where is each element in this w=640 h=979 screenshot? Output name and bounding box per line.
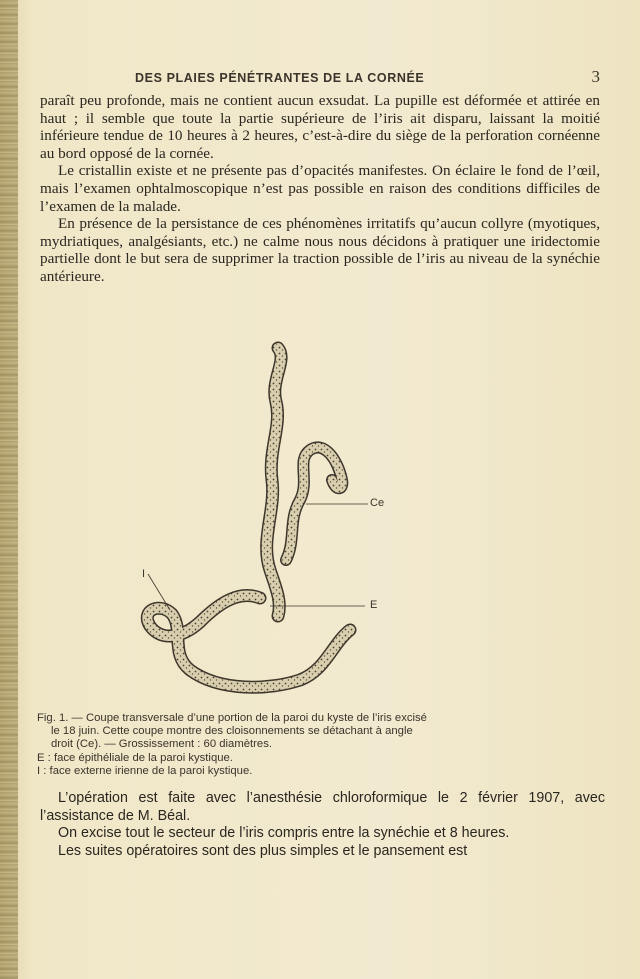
paragraph: L’opération est faite avec l’anesthésie chloroformique le 2 février 1907, avec l’assistance de M. Béal. [40,790,605,824]
caption-line: Fig. 1. — Coupe transversale d’une portion de la paroi du kyste de l’iris excisé [37,712,427,724]
caption-line: E : face épithéliale de la paroi kystique. [37,751,233,764]
paragraph: En présence de la persistance de ces phénomènes irritatifs qu’aucun collyre (myotiques, mydriatiques, analgésiants, etc.) ne calme nous nous décidons à pratiquer une iridectomie partielle dont le but sera de supprimer la traction possible de l’iris au niveau de la synéchie antérieure. [40,215,600,285]
label-i: I [142,568,146,580]
figure-caption [37,712,607,778]
page-binding-edge [0,0,18,979]
caption-line: le 18 juin. Cette coupe montre des cloisonnements se détachant à angle [51,725,413,738]
running-head: DES PLAIES PÉNÉTRANTES DE LA CORNÉE [135,71,425,85]
body-text [40,92,600,286]
paragraph: Les suites opératoires sont des plus simples et le pansement est [58,842,468,859]
paragraph: Le cristallin existe et ne présente pas d’opacités manifestes. On éclaire le fond de l’œil, mais l’examen ophtalmoscopique n’est pas possible en raison des conditions difficiles de l’examen de la malade. [40,162,600,215]
caption-line: I : face externe irienne de la paroi kystique. [37,764,253,777]
label-ce: Ce [370,497,385,509]
lower-body-text [40,790,605,860]
caption-line: droit (Ce). — Grossissement : 60 diamètres. [51,738,272,751]
paragraph: paraît peu profonde, mais ne contient aucun exsudat. La pupille est déformée et attirée en haut ; il semble que toute la partie supérieure de l’iris ait disparu, laissant la moitié inférieure tendue de 10 heures à 2 heures, c’est-à-dire du siège de la perforation cornéenne au bord opposé de la cornée. [40,92,600,162]
label-e: E [370,599,378,611]
paragraph: On excise tout le secteur de l’iris compris entre la synéchie et 8 heures. [58,825,510,842]
histology-figure [110,340,400,710]
tissue-section-illustration [110,340,400,710]
page-number: 3 [591,67,600,86]
page-header [40,67,600,91]
